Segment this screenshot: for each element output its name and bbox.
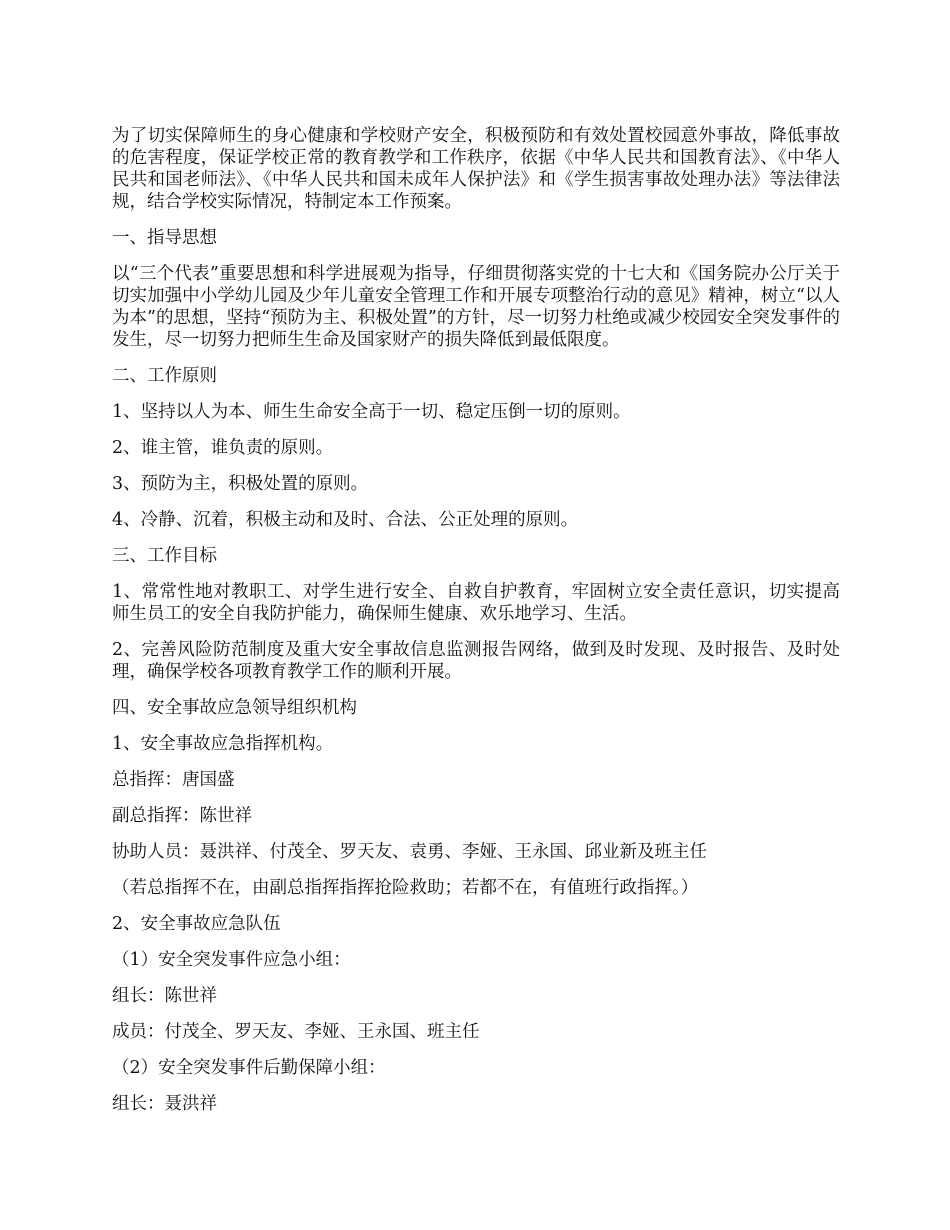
- section-heading-work-principles: 二、工作原则: [112, 366, 217, 386]
- commander-line: 总指挥：唐国盛: [112, 770, 235, 790]
- guiding-ideology-paragraph: 以“三个代表”重要思想和科学进展观为指导，仔细贯彻落实党的十七大和《国务院办公厅关于切实加强中小学幼儿园及少年儿童安全管理工作和开展专项整治行动的意见》精神，树立“以人为本”的思想，坚持“预防为主、积极处置”的方针，尽一切努力杜绝或减少校园安全突发事件的发生，尽一切努力把师生生命及国家财产的损失降低到最低限度。: [112, 264, 840, 350]
- logistics-group-title: （2）安全突发事件后勤保障小组：: [112, 1058, 386, 1078]
- document-body: [112, 125, 840, 1129]
- principle-item-2: 2、谁主管，谁负责的原则。: [112, 438, 334, 458]
- emergency-group-members: 成员：付茂全、罗天友、李娅、王永国、班主任: [112, 1022, 480, 1042]
- intro-paragraph: 为了切实保障师生的身心健康和学校财产安全，积极预防和有效处置校园意外事故，降低事故的危害程度，保证学校正常的教育教学和工作秩序，依据《中华人民共和国教育法》、《中华人民共和国老师法》、《中华人民共和国未成年人保护法》和《学生损害事故处理办法》等法律法规，结合学校实际情况，特制定本工作预案。: [112, 126, 840, 212]
- principle-item-3: 3、预防为主，积极处置的原则。: [112, 474, 369, 494]
- section-heading-guiding-ideology: 一、指导思想: [112, 228, 217, 248]
- emergency-group-leader: 组长：陈世祥: [112, 986, 217, 1006]
- principle-item-4: 4、冷静、沉着，积极主动和及时、合法、公正处理的原则。: [112, 510, 579, 530]
- goal-item-1: 1、常常性地对教职工、对学生进行安全、自救自护教育，牢固树立安全责任意识，切实提高师生员工的安全自我防护能力，确保师生健康、欢乐地学习、生活。: [112, 582, 840, 624]
- assistants-line: 协助人员：聂洪祥、付茂全、罗天友、袁勇、李娅、王永国、邱业新及班主任: [112, 842, 707, 862]
- goal-item-2: 2、完善风险防范制度及重大安全事故信息监测报告网络，做到及时发现、及时报告、及时处理，确保学校各项教育教学工作的顺利开展。: [112, 640, 840, 682]
- principle-item-1: 1、坚持以人为本、师生生命安全高于一切、稳定压倒一切的原则。: [112, 402, 631, 422]
- logistics-group-leader: 组长：聂洪祥: [112, 1094, 217, 1114]
- command-note-line: （若总指挥不在，由副总指挥指挥抢险救助；若都不在，有值班行政指挥。）: [112, 878, 699, 898]
- section-heading-organization: 四、安全事故应急领导组织机构: [112, 698, 357, 718]
- organization-item-1: 1、安全事故应急指挥机构。: [112, 734, 334, 754]
- deputy-commander-line: 副总指挥：陈世祥: [112, 806, 252, 826]
- organization-item-2: 2、安全事故应急队伍: [112, 914, 281, 934]
- section-heading-work-goals: 三、工作目标: [112, 546, 217, 566]
- emergency-group-title: （1）安全突发事件应急小组：: [112, 950, 351, 970]
